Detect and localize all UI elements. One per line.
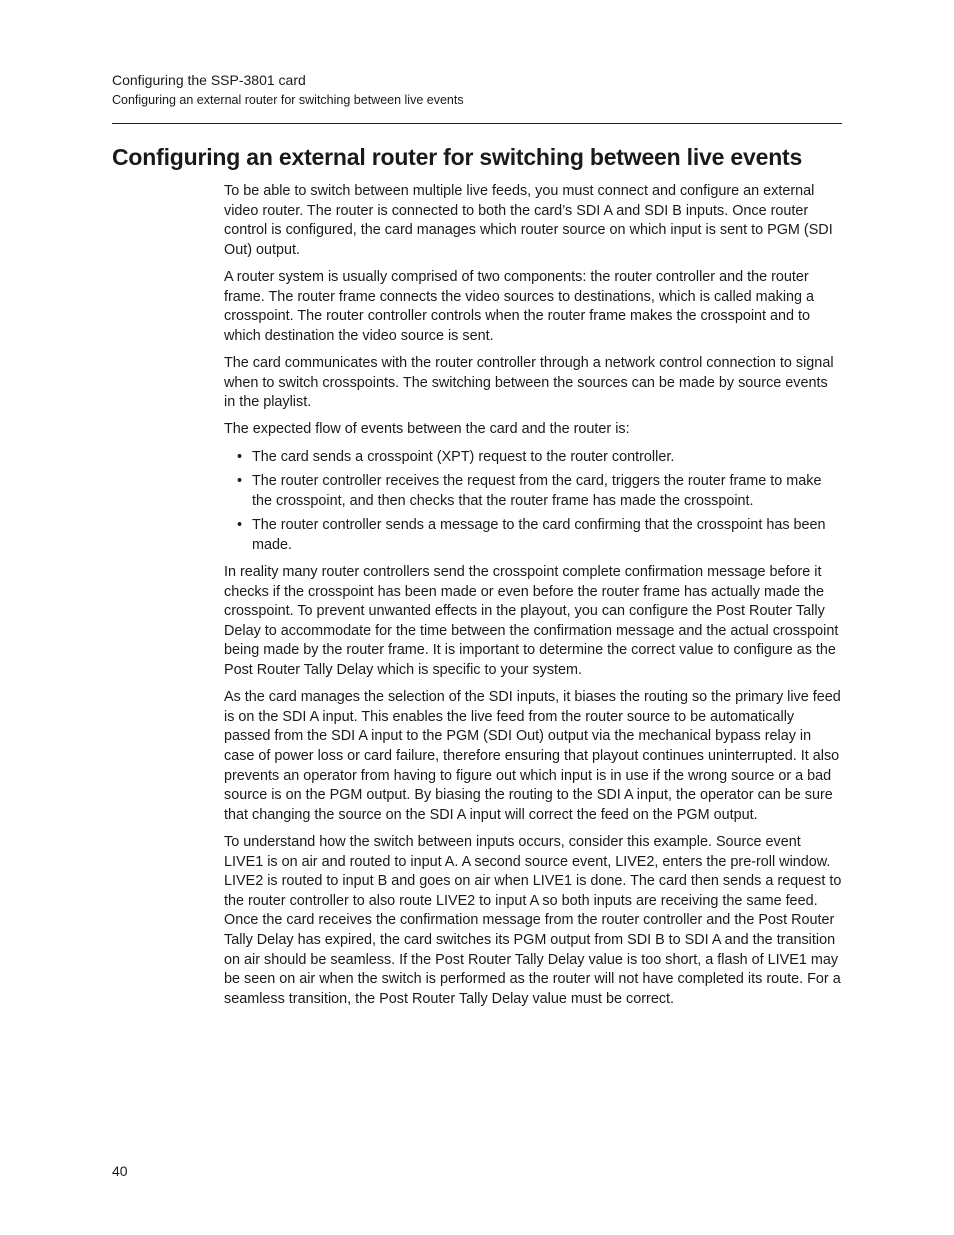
paragraph: As the card manages the selection of the SDI inputs, it biases the routing so the primary live feed is on the SDI A input. This enables the live feed from the router source to be automatically passed from the SDI A input to the PGM (SDI Out) output via the mechanical bypass relay in case of power loss or card failure, therefore ensuring that playout continues uninterrupted. It also prevents an operator from having to figure out which input is in use if the wrong source or a bad source is on the PGM output. By biasing the routing to the SDI A input, the operator can be sure that changing the source on the SDI A input will correct the feed on the PGM output. [224, 689, 841, 823]
list-item [224, 472, 842, 511]
paragraph: A router system is usually comprised of two components: the router controller and the router frame. The router frame connects the video sources to destinations, which is called making a crosspoint. The router controller controls when the router frame makes the crosspoint and to which destination the video source is sent. [224, 268, 815, 344]
list-item-text: The router controller receives the request from the card, triggers the router frame to make the crosspoint, and then checks that the router frame has made the crosspoint. [252, 473, 822, 509]
list-item [224, 448, 842, 468]
paragraph: The expected flow of events between the card and the router is: [224, 421, 630, 438]
bullet-icon: • [237, 473, 243, 490]
paragraph: To be able to switch between multiple live feeds, you must connect and configure an external video router. The router is connected to both the card’s SDI A and SDI B inputs. Once router control is configured, the card manages which router source on which input is sent to PGM (SDI Out) output. [224, 183, 833, 258]
page-number: 40 [112, 1163, 128, 1179]
body-text [224, 182, 842, 1017]
running-header-section: Configuring an external router for switching between live events [112, 93, 464, 107]
paragraph: The card communicates with the router controller through a network control connection to signal when to switch crosspoints. The switching between the sources can be made by source events in the playlist. [224, 354, 834, 411]
event-flow-list [224, 448, 842, 556]
running-header-chapter: Configuring the SSP-3801 card [112, 72, 306, 88]
running-header [112, 71, 842, 108]
page-title: Configuring an external router for switching between live events [112, 144, 803, 170]
list-item [224, 516, 842, 555]
list-item-text: The card sends a crosspoint (XPT) request to the router controller. [252, 448, 675, 465]
bullet-icon: • [237, 517, 243, 534]
paragraph: To understand how the switch between inputs occurs, consider this example. Source event LIVE1 is on air and routed to input A. A second source event, LIVE2, enters the pre-roll window. LIVE2 is routed to input B and goes on air when LIVE1 is done. The card then sends a request to the router controller to also route LIVE2 to input A so both inputs are receiving the same feed. Once the card receives the confirmation message from the router controller and the Post Router Tally Delay has expired, the card switches its PGM output from SDI B to SDI A and the transition on air should be seamless. If the Post Router Tally Delay value is too short, a flash of LIVE1 may be seen on air when the switch is performed as the router will not have completed its route. For a seamless transition, the Post Router Tally Delay value must be correct. [224, 833, 842, 1007]
bullet-icon: • [237, 448, 243, 465]
list-item-text: The router controller sends a message to the card confirming that the crosspoint has been made. [252, 517, 826, 553]
header-divider [112, 123, 842, 124]
paragraph: In reality many router controllers send the crosspoint complete confirmation message before it checks if the crosspoint has been made or even before the router frame has actually made the crosspoint. To prevent unwanted effects in the playout, you can configure the Post Router Tally Delay to accommodate for the time between the confirmation message and the actual crosspoint being made by the router frame. It is important to determine the correct value to configure as the Post Router Tally Delay which is specific to your system. [224, 564, 839, 679]
